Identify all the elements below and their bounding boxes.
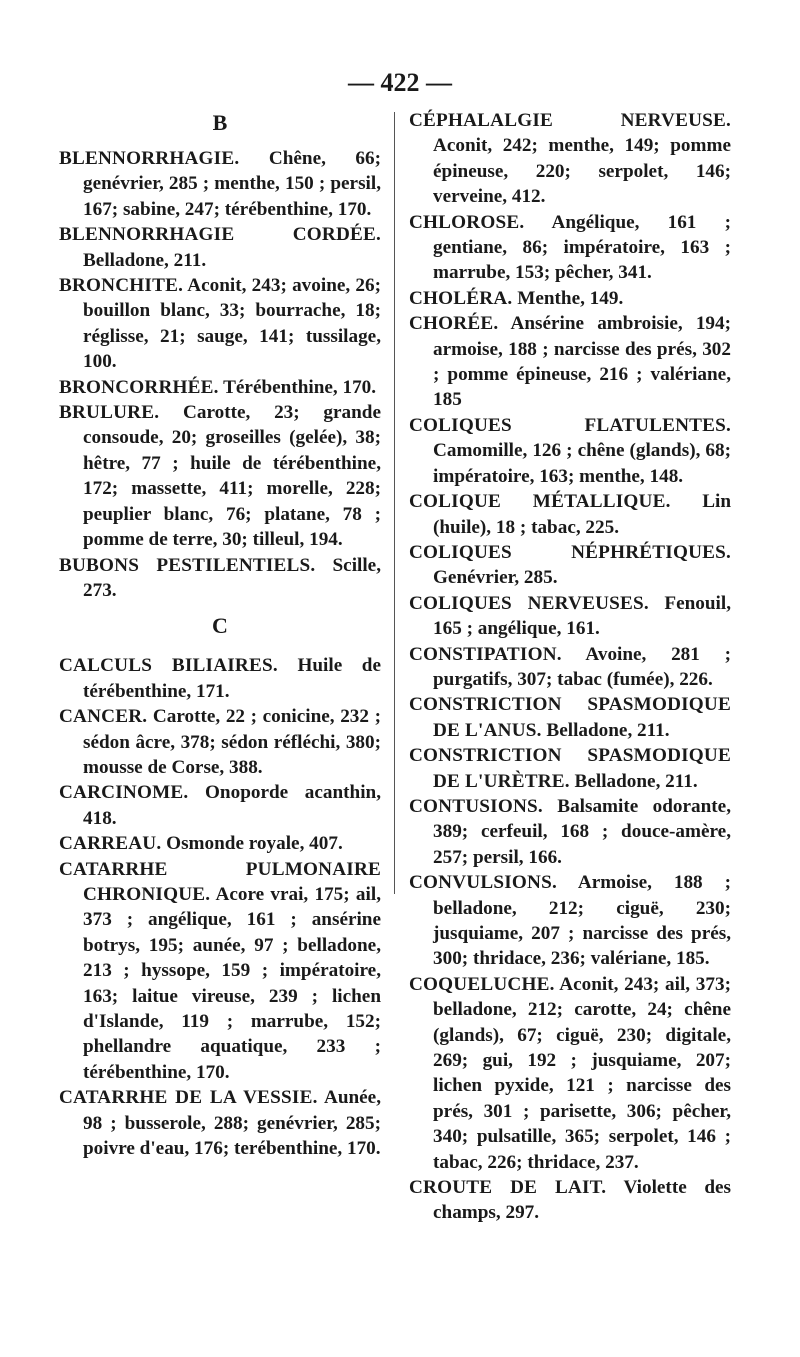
entry-text: Aunée, 98 ; busserole, 288; genévrier, 285; poivre d'eau, 176; terébenthine, 170. xyxy=(83,1087,381,1160)
entry-text: Onoporde acanthin, 418. xyxy=(83,782,381,829)
entry-text: Chêne, 66; genévrier, 285 ; menthe, 150 ; persil, 167; sabine, 247; térébenthine, 170. xyxy=(83,148,382,220)
section-letter-c: C xyxy=(212,613,228,639)
index-entry xyxy=(59,653,381,704)
index-entry xyxy=(409,489,731,540)
index-entry xyxy=(409,413,731,489)
entry-term: COLIQUES NÉPHRÉTIQUES. xyxy=(409,541,731,563)
index-entry xyxy=(409,591,731,642)
entry-term: CONVULSIONS. xyxy=(409,872,557,894)
entry-text: Ansérine ambroisie, 194; armoise, 188 ; narcisse des prés, 302 ; pomme épineuse, 216 ; valériane, 185 xyxy=(433,313,731,411)
index-entry xyxy=(59,375,381,400)
index-entry xyxy=(59,553,381,604)
index-entry xyxy=(59,780,381,831)
index-entry xyxy=(59,273,381,375)
entry-text: Lin (huile), 18 ; tabac, 225. xyxy=(433,491,731,538)
index-entry xyxy=(59,704,381,780)
entry-term: CATARRHE DE LA VESSIE. xyxy=(59,1087,318,1109)
index-entry xyxy=(59,146,381,222)
entry-text: Avoine, 281 ; purgatifs, 307; tabac (fumée), 226. xyxy=(433,643,731,690)
entry-text: Acore vrai, 175; ail, 373 ; angélique, 161 ; ansérine botrys, 195; aunée, 97 ; belladone, 213 ; hyssope, 159 ; impératoire, 163; laitue vireuse, 239 ; lichen d'Islande, 119 ; marrube, 152; phellandre aquatique, 233 ; térébenthine, 170. xyxy=(83,883,381,1083)
entry-term: CONSTRICTION SPASMODIQUE DE L'URÈTRE. xyxy=(409,745,731,792)
entries-c xyxy=(59,653,381,1161)
index-entry xyxy=(59,831,381,856)
entry-term: CATARRHE PULMONAIRE CHRONIQUE. xyxy=(59,858,381,905)
index-entry xyxy=(409,210,731,286)
entry-text: Belladone, 211. xyxy=(574,770,698,792)
index-entry xyxy=(59,857,381,1086)
entry-term: CROUTE DE LAIT. xyxy=(409,1177,607,1199)
entry-term: CALCULS BILIAIRES. xyxy=(59,655,278,677)
entry-text: Aconit, 243; avoine, 26; bouillon blanc, 33; bourrache, 18; réglisse, 21; sauge, 141; tussilage, 100. xyxy=(83,275,381,373)
entry-text: Osmonde royale, 407. xyxy=(166,833,343,855)
entry-term: CÉPHALALGIE NERVEUSE. xyxy=(409,110,731,131)
index-entry xyxy=(59,222,381,273)
entry-text: Menthe, 149. xyxy=(517,287,624,309)
entries-right xyxy=(409,108,731,1226)
entry-term: BRULURE. xyxy=(59,402,160,424)
index-entry xyxy=(409,972,731,1175)
entry-term: CONTUSIONS. xyxy=(409,795,543,817)
right-column xyxy=(409,108,731,1226)
entry-term: BUBONS PESTILENTIELS. xyxy=(59,554,316,576)
entry-text: Belladone, 211. xyxy=(546,719,670,741)
section-letter-b: B xyxy=(212,110,228,135)
entry-text: Aconit, 242; menthe, 149; pomme épineuse, 220; serpolet, 146; verveine, 412. xyxy=(433,135,731,208)
entry-text: Térébenthine, 170. xyxy=(223,376,377,398)
index-entry xyxy=(409,540,731,591)
entry-text: Armoise, 188 ; belladone, 212; ciguë, 230; jusquiame, 207 ; narcisse des prés, 300; thridace, 236; valériane, 185. xyxy=(433,872,731,970)
column-divider xyxy=(394,112,395,894)
entry-term: BRONCORRHÉE. xyxy=(59,376,219,398)
index-entry xyxy=(409,286,731,311)
entry-term: COLIQUES NERVEUSES. xyxy=(409,592,649,614)
entry-text: Camomille, 126 ; chêne (glands), 68; impératoire, 163; menthe, 148. xyxy=(433,440,731,487)
entry-text: Huile de térébenthine, 171. xyxy=(83,655,381,702)
entry-term: COQUELUCHE. xyxy=(409,973,555,995)
index-entry xyxy=(409,1175,731,1226)
index-entry xyxy=(409,692,731,743)
entry-text: Angélique, 161 ; gentiane, 86; impératoire, 163 ; marrube, 153; pêcher, 341. xyxy=(433,211,731,284)
entry-term: CHOLÉRA. xyxy=(409,287,513,309)
entry-term: CARREAU. xyxy=(59,833,162,855)
entry-term: BLENNORRHAGIE CORDÉE. xyxy=(59,224,381,246)
entry-text: Aconit, 243; ail, 373; belladone, 212; carotte, 24; chêne (glands), 67; ciguë, 230; digitale, 269; gui, 192 ; jusquiame, 207; lichen pyxide, 121 ; narcisse des prés, 301 ; parisette, 306; pêcher, 340; pulsatille, 365; serpolet, 146 ; tabac, 226; thridace, 237. xyxy=(433,973,731,1173)
entry-text: Carotte, 23; grande consoude, 20; groseilles (gelée), 38; hêtre, 77 ; huile de térébenthine, 172; massette, 411; morelle, 228; peuplier blanc, 76; platane, 78 ; pomme de terre, 30; tilleul, 194. xyxy=(83,402,381,551)
index-entry xyxy=(409,743,731,794)
index-entry xyxy=(409,870,731,972)
entry-text: Violette des champs, 297. xyxy=(433,1177,731,1224)
entry-term: BLENNORRHAGIE. xyxy=(59,148,240,169)
entry-term: COLIQUE MÉTALLIQUE. xyxy=(409,491,671,513)
index-entry xyxy=(59,400,381,552)
entry-text: Carotte, 22 ; conicine, 232 ; sédon âcre, 378; sédon réfléchi, 380; mousse de Corse, 388. xyxy=(83,706,382,778)
entry-text: Belladone, 211. xyxy=(83,249,207,271)
entry-text: Genévrier, 285. xyxy=(433,567,558,589)
entry-text: Scille, 273. xyxy=(83,554,381,601)
index-entry xyxy=(409,642,731,693)
left-column xyxy=(59,108,381,1161)
entry-text: Fenouil, 165 ; angélique, 161. xyxy=(433,592,731,640)
index-entry xyxy=(409,794,731,870)
entry-term: CHLOROSE. xyxy=(409,211,525,233)
entry-term: CHORÉE. xyxy=(409,313,499,335)
entry-term: CANCER. xyxy=(59,706,148,728)
index-entry xyxy=(409,108,731,210)
entry-term: CONSTRICTION SPASMODIQUE DE L'ANUS. xyxy=(409,694,731,741)
index-entry xyxy=(59,1085,381,1161)
entries-b xyxy=(59,146,381,603)
page-number: — 422 — xyxy=(348,68,452,97)
entry-text: Balsamite odorante, 389; cerfeuil, 168 ; douce-amère, 257; persil, 166. xyxy=(433,795,731,868)
entry-term: CONSTIPATION. xyxy=(409,643,562,665)
entry-term: COLIQUES FLATULENTES. xyxy=(409,414,731,436)
entry-term: BRONCHITE. xyxy=(59,275,184,297)
index-entry xyxy=(409,311,731,413)
entry-term: CARCINOME. xyxy=(59,782,189,804)
